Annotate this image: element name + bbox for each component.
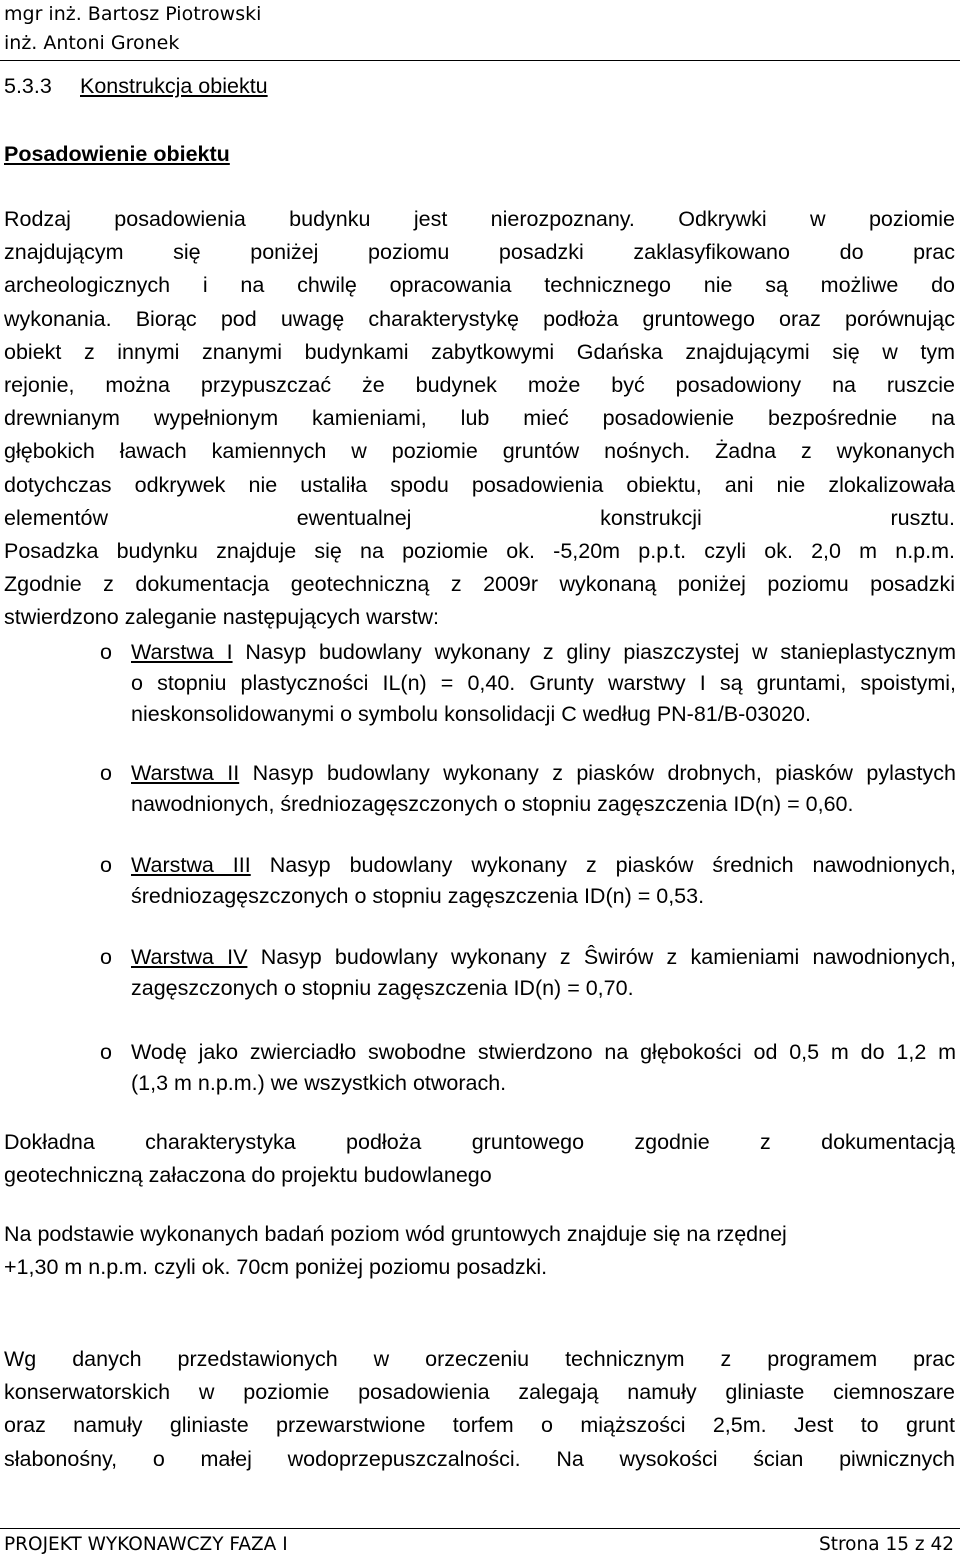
bullet-marker: o <box>100 1040 112 1064</box>
section-heading <box>4 72 268 100</box>
layer-text: Nasyp budowlany wykonany z gliny piaszczystej w stanieplastycznym <box>232 640 956 664</box>
text-line: słabonośny, o małej wodoprzepuszczalności. Na wysokości ścian piwnicznych <box>4 1446 955 1471</box>
text-line: obiekt z innymi znanymi budynkami zabytkowymi Gdańska znajdującymi się w tym <box>4 339 955 364</box>
layer-text: (1,3 m n.p.m.) we wszystkich otworach. <box>131 1071 507 1095</box>
text-line: Rodzaj posadowienia budynku jest nierozpoznany. Odkrywki w poziomie <box>4 207 955 231</box>
layer-text: nieskonsolidowanymi o symbolu konsolidacji C według PN-81/B-03020. <box>131 702 811 726</box>
text-line: Zgodnie z dokumentacja geotechniczną z 2009r wykonaną poniżej poziomu posadzki <box>4 572 955 597</box>
text-line: oraz namuły gliniaste przewarstwione torfem o miąższości 2,5m. Jest to grunt <box>4 1413 955 1438</box>
header-author-1: mgr inż. Bartosz Piotrowski <box>4 3 262 25</box>
bullet-marker: o <box>100 640 112 664</box>
section-title: Konstrukcja obiektu <box>80 74 268 98</box>
layer-text: Nasyp budowlany wykonany z piasków drobnych, piasków pylastych <box>239 761 956 785</box>
layer-text: Nasyp budowlany wykonany z piasków średnich nawodnionych, <box>250 853 956 877</box>
text-line: konserwatorskich w poziomie posadowienia zalegają namuły gliniaste ciemnoszare <box>4 1380 955 1405</box>
text-line: +1,30 m n.p.m. czyli ok. 70cm poniżej poziomu posadzki. <box>4 1255 548 1280</box>
paragraph-technical-opinion <box>4 1343 955 1476</box>
text-line: geotechniczną załaczona do projektu budowlanego <box>4 1163 492 1188</box>
bullet-marker: o <box>100 945 112 969</box>
layer-name: Warstwa III <box>131 853 251 877</box>
page-header <box>4 0 261 58</box>
header-author-2: inż. Antoni Gronek <box>4 32 180 54</box>
paragraph-soil-characteristics <box>4 1126 955 1192</box>
text-line: rejonie, można przypuszczać że budynek może być posadowiony na ruszcie <box>4 373 955 398</box>
text-line: wykonania. Biorąc pod uwagę charakterystykę podłoża gruntowego oraz porównując <box>4 306 955 331</box>
paragraph-foundation <box>4 203 955 635</box>
text-line: dotychczas odkrywek nie ustaliła spodu posadowienia obiektu, ani nie zlokalizowała <box>4 472 955 497</box>
layer-text: Wodę jako zwierciadło swobodne stwierdzono na głębokości od 0,5 m do 1,2 m <box>131 1040 956 1064</box>
layer-name: Warstwa IV <box>131 945 248 969</box>
layer-text: Nasyp budowlany wykonany z Ŝwirów z kamieniami nawodnionych, <box>247 945 956 969</box>
footer-rule <box>0 1528 960 1529</box>
footer-page-number: Strona 15 z 42 <box>818 1534 954 1555</box>
layer-text: zagęszczonych o stopniu zagęszczenia ID(n) = 0,70. <box>131 976 634 1000</box>
bullet-marker: o <box>100 853 112 877</box>
subheading: Posadowienie obiektu <box>4 142 230 166</box>
text-line: Wg danych przedstawionych w orzeczeniu technicznym z programem prac <box>4 1347 955 1371</box>
layer-name: Warstwa II <box>131 761 240 785</box>
text-line: drewnianym wypełnionym kamieniami, lub mieć posadowienie bezpośrednie na <box>4 406 955 431</box>
text-line: znajdującym się poniżej poziomu posadzki zaklasyfikowano do prac <box>4 240 955 265</box>
paragraph-groundwater <box>4 1218 955 1284</box>
bullet-marker: o <box>100 761 112 785</box>
header-rule <box>0 60 960 61</box>
layer-text: średniozagęszczonych o stopniu zagęszczenia ID(n) = 0,53. <box>131 884 705 908</box>
section-number: 5.3.3 <box>4 74 52 98</box>
text-line: Posadzka budynku znajduje się na poziomie ok. -5,20m p.p.t. czyli ok. 2,0 m n.p.m. <box>4 539 955 564</box>
text-line: Dokładna charakterystyka podłoża gruntowego zgodnie z dokumentacją <box>4 1130 955 1154</box>
layer-text: nawodnionych, średniozagęszczonych o stopniu zagęszczenia ID(n) = 0,60. <box>131 792 854 816</box>
text-line: stwierdzono zaleganie następujących warstw: <box>4 605 440 630</box>
footer-project-name: PROJEKT WYKONAWCZY FAZA I <box>4 1534 288 1555</box>
text-line: głębokich ławach kamiennych w poziomie gruntów nośnych. Żadna z wykonanych <box>4 439 955 464</box>
layer-name: Warstwa I <box>131 640 233 664</box>
layer-text: o stopniu plastyczności IL(n) = 0,40. Grunty warstwy I są gruntami, spoistymi, <box>131 671 956 695</box>
text-line: elementów ewentualnej konstrukcji rusztu. <box>4 505 955 530</box>
text-line: archeologicznych i na chwilę opracowania technicznego nie są możliwe do <box>4 273 955 298</box>
text-line: Na podstawie wykonanych badań poziom wód gruntowych znajduje się na rzędnej <box>4 1222 787 1246</box>
